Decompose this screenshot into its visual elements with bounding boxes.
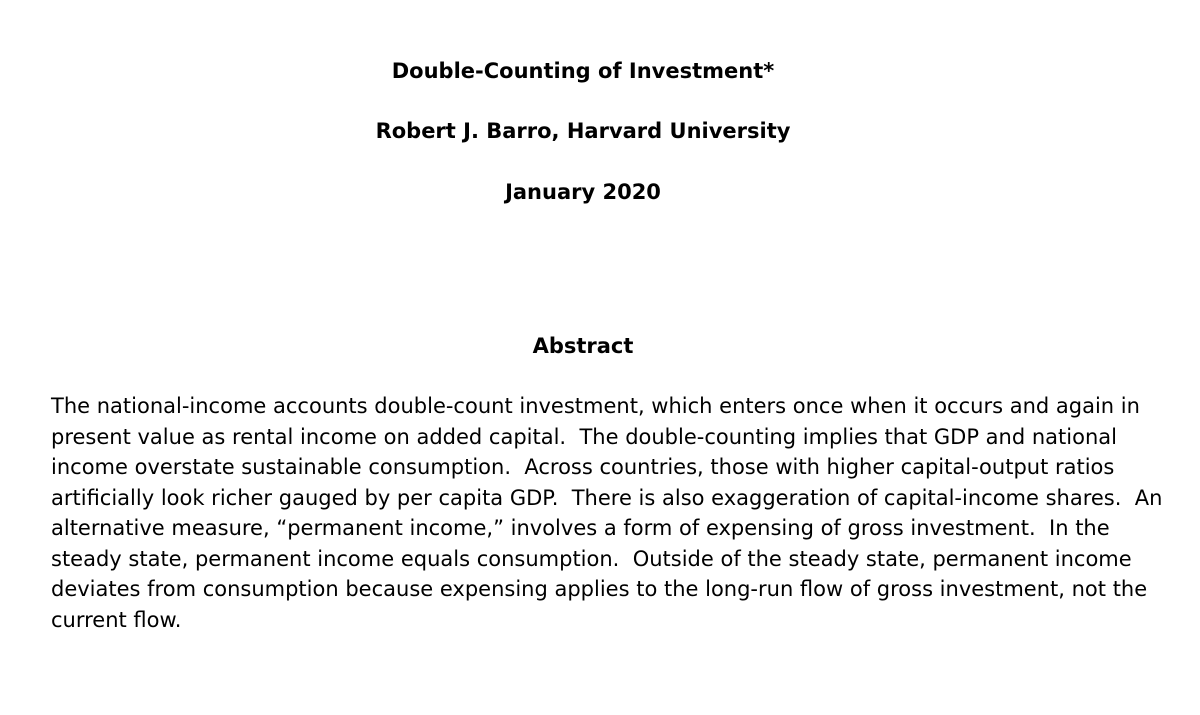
paper-title: Double-Counting of Investment* — [391, 59, 775, 83]
author-line: Robert J. Barro, Harvard University — [375, 119, 791, 143]
abstract-heading: Abstract — [532, 334, 634, 358]
abstract-line: alternative measure, “permanent income,” involves a form of expensing of gross investment. In the — [51, 516, 1110, 540]
abstract-line: deviates from consumption because expensing applies to the long-run flow of gross investment, not the — [51, 577, 1148, 601]
abstract-line: artificially look richer gauged by per capita GDP. There is also exaggeration of capital-income shares. An — [51, 485, 1163, 510]
abstract-line: present value as rental income on added capital. The double-counting implies that GDP and national — [51, 424, 1117, 449]
abstract-body — [51, 391, 1163, 635]
abstract-line: The national-income accounts double-count investment, which enters once when it occurs and again in — [51, 394, 1140, 418]
publication-date: January 2020 — [505, 180, 661, 204]
abstract-line: steady state, permanent income equals consumption. Outside of the steady state, permanent income — [51, 546, 1132, 571]
abstract-line: current flow. — [51, 607, 182, 632]
abstract-line: income overstate sustainable consumption. Across countries, those with higher capital-output ratios — [51, 455, 1115, 479]
